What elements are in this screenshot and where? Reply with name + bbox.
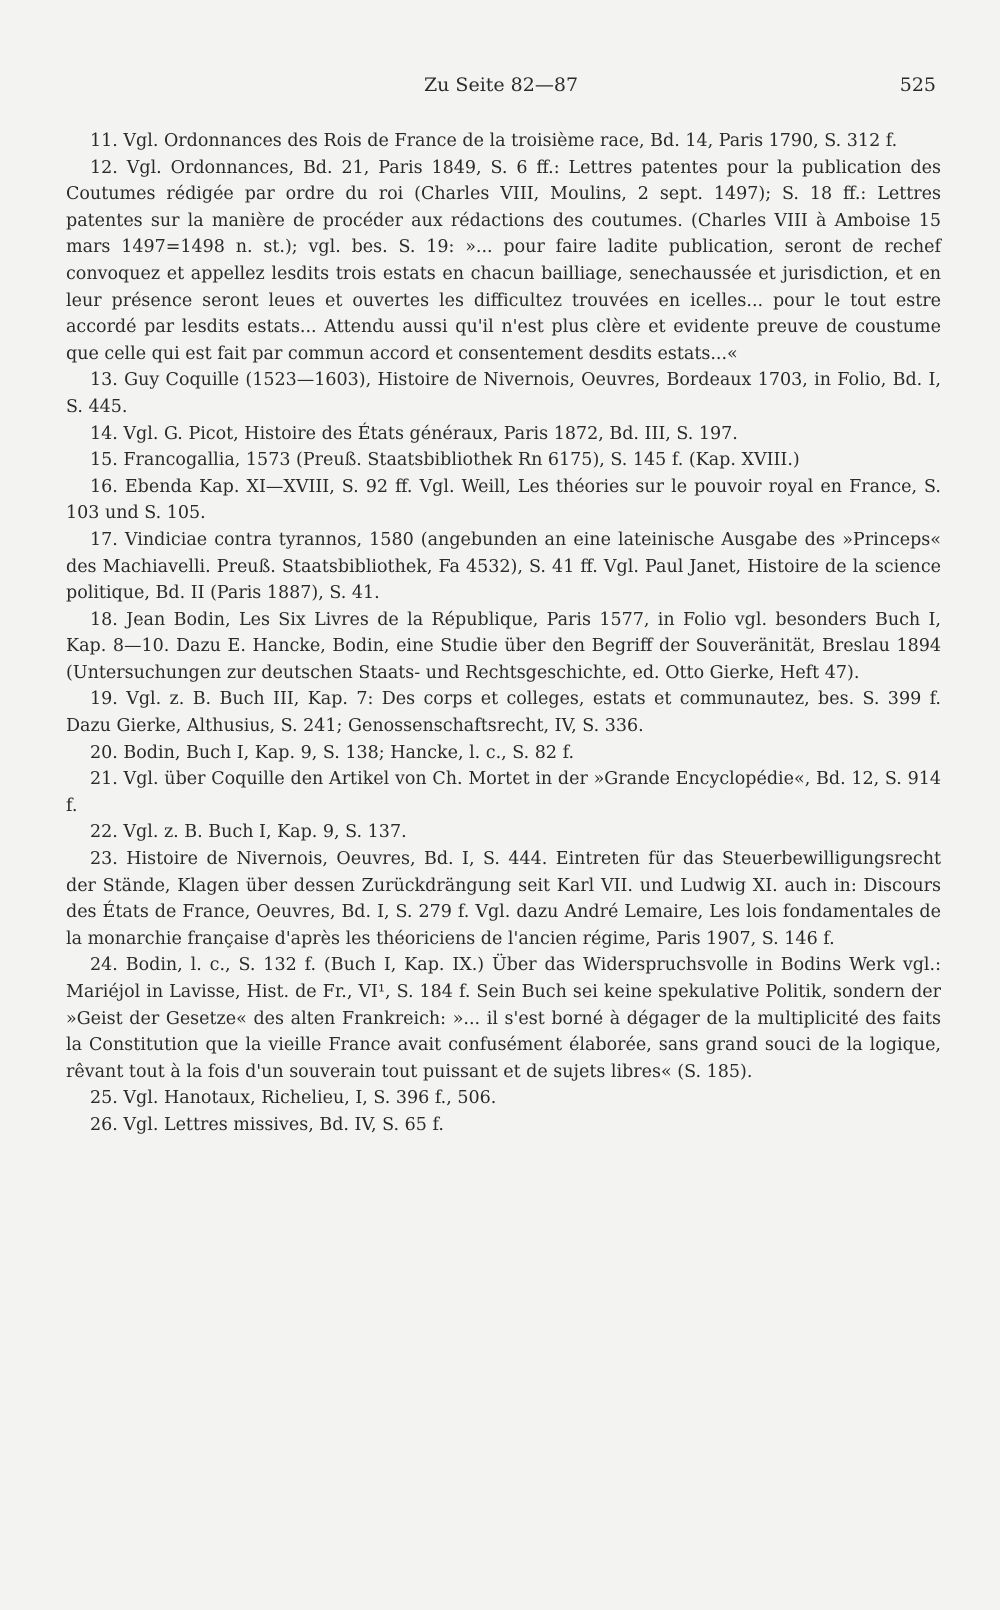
note-22: 22. Vgl. z. B. Buch I, Kap. 9, S. 137. [90,822,407,843]
note-11: 11. Vgl. Ordonnances des Rois de France de la troisième race, Bd. 14, Paris 1790, S. 312 f. [90,131,898,151]
note-16: 16. Ebenda Kap. XI—XVIII, S. 92 ff. Vgl. Weill, Les théories sur le pouvoir royal en France, S. 103 und S. 105. [66,476,941,524]
note-13: 13. Guy Coquille (1523—1603), Histoire de Nivernois, Oeuvres, Bordeaux 1703, in Folio, Bd. I, S. 445. [66,370,941,417]
page-header [66,74,936,102]
note-20: 20. Bodin, Buch I, Kap. 9, S. 138; Hancke, l. c., S. 82 f. [90,742,575,763]
footnotes [66,128,941,1139]
note-14: 14. Vgl. G. Picot, Histoire des États généraux, Paris 1872, Bd. III, S. 197. [90,423,738,444]
note-24: 24. Bodin, l. c., S. 132 f. (Buch I, Kap. IX.) Über das Widerspruchsvolle in Bodins Werk vgl.: Mariéjol in Lavisse, Hist. de Fr., VI¹, S. 184 f. Sein Buch sei keine spekulative Politik, sondern der »Geist der Gesetze« des alten Frankreich: »... il s'est borné à dégager de la multiplicité des faits la Constitution que la vieille France avait confusément élaborée, sans grand souci de la logique, rêvant tout à la fois d'un souverain tout puissant et de sujets libres« (S. 185). [66,955,941,1082]
note-23: 23. Histoire de Nivernois, Oeuvres, Bd. I, S. 444. Eintreten für das Steuerbewilligungsrecht der Stände, Klagen über dessen Zurückdrängung seit Karl VII. und Ludwig XI. auch in: Discours des États de France, Oeuvres, Bd. I, S. 279 f. Vgl. dazu André Lemaire, Les lois fondamentales de la monarchie française d'après les théoriciens de l'ancien régime, Paris 1907, S. 146 f. [66,849,941,949]
note-18: 18. Jean Bodin, Les Six Livres de la République, Paris 1577, in Folio vgl. besonders Buch I, Kap. 8—10. Dazu E. Hancke, Bodin, eine Studie über den Begriff der Souveränität, Breslau 1894 (Untersuchungen zur deutschen Staats- und Rechtsgeschichte, ed. Otto Gierke, Heft 47). [66,609,941,683]
note-21: 21. Vgl. über Coquille den Artikel von Ch. Mortet in der »Grande Encyclopédie«, Bd. 12, S. 914 f. [66,769,941,816]
note-12: 12. Vgl. Ordonnances, Bd. 21, Paris 1849, S. 6 ff.: Lettres patentes pour la publication des Coutumes rédigée par ordre du roi (Charles VIII, Moulins, 2 sept. 1497); S. 18 ff.: Lettres patentes sur la manière de procéder aux rédactions des coutumes. (Charles VIII à Amboise 15 mars 1497=1498 n. st.); vgl. bes. S. 19: »... pour faire ladite publication, seront de rechef convoquez et appellez lesdits trois estats en chacun bailliage, senechaussée et jurisdiction, et en leur présence seront leues et ouvertes les difficultez trouvées en icelles... pour le tout estre accordé par lesdits estats... Attendu aussi qu'il n'est plus clère et evidente preuve de coustume que celle qui est fait par commun accord et consentement desdits estats...« [66,157,941,364]
page-number: 525 [899,74,936,96]
note-26: 26. Vgl. Lettres missives, Bd. IV, S. 65 f. [90,1114,444,1135]
note-15: 15. Francogallia, 1573 (Preuß. Staatsbibliothek Rn 6175), S. 145 f. (Kap. XVIII.) [90,450,800,471]
note-19: 19. Vgl. z. B. Buch III, Kap. 7: Des corps et colleges, estats et communautez, bes. S. 399 f. Dazu Gierke, Althusius, S. 241; Genossenschaftsrecht, IV, S. 336. [66,689,941,737]
note-17: 17. Vindiciae contra tyrannos, 1580 (angebunden an eine lateinische Ausgabe des »Princeps« des Machiavelli. Preuß. Staatsbibliothek, Fa 4532), S. 41 ff. Vgl. Paul Janet, Histoire de la science politique, Bd. II (Paris 1887), S. 41. [66,529,941,604]
running-title: Zu Seite 82—87 [423,74,579,96]
note-25: 25. Vgl. Hanotaux, Richelieu, I, S. 396 f., 506. [90,1088,497,1109]
